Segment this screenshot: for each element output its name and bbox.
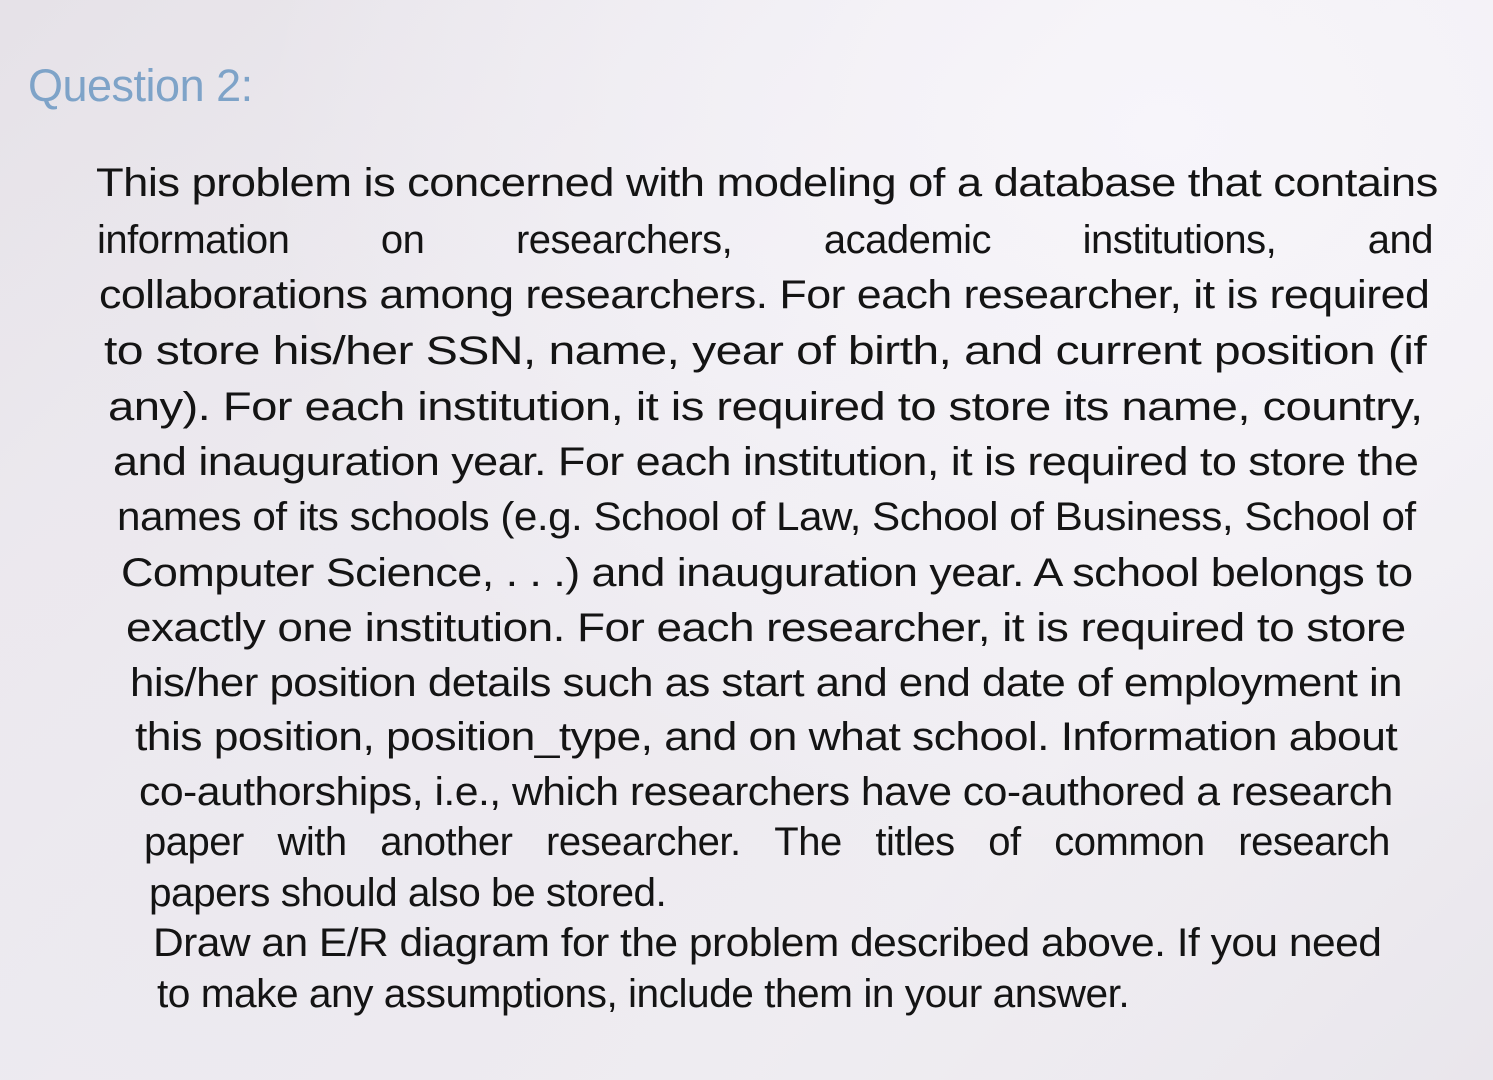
word: researcher. <box>546 820 741 864</box>
word: The <box>774 820 842 864</box>
word: another <box>380 820 513 864</box>
word: institutions, <box>1082 218 1277 262</box>
word: academic <box>823 218 992 262</box>
word: information <box>97 218 290 262</box>
word: titles <box>875 820 955 864</box>
word: of <box>988 820 1021 864</box>
word: researchers, <box>515 218 733 262</box>
problem-line: co-authorships, i.e., which researchers have co-authored a research <box>139 770 1393 814</box>
problem-line: names of its schools (e.g. School of Law, School of Business, School of <box>117 495 1416 539</box>
word: common <box>1054 820 1205 864</box>
problem-line-justified <box>144 817 1390 867</box>
question-title: Question 2: <box>28 60 253 111</box>
problem-line-justified <box>97 215 1433 265</box>
problem-line: this position, position_type, and on what school. Information about <box>135 715 1398 759</box>
problem-line: any). For each institution, it is required to store its name, country, <box>108 385 1423 429</box>
problem-line: papers should also be stored. <box>149 871 667 915</box>
problem-line: exactly one institution. For each researcher, it is required to store <box>126 606 1406 650</box>
problem-line: Computer Science, . . .) and inauguration year. A school belongs to <box>121 551 1413 595</box>
word: research <box>1238 820 1390 864</box>
problem-line: This problem is concerned with modeling of a database that contains <box>96 161 1438 205</box>
problem-line: collaborations among researchers. For each researcher, it is required <box>99 273 1430 317</box>
problem-line: to store his/her SSN, name, year of birth, and current position (if <box>104 329 1427 373</box>
problem-line: his/her position details such as start and end date of employment in <box>130 661 1403 705</box>
problem-line: and inauguration year. For each institution, it is required to store the <box>113 440 1419 484</box>
instruction-line: Draw an E/R diagram for the problem described above. If you need <box>153 921 1382 965</box>
word: on <box>380 218 425 262</box>
word: and <box>1367 218 1433 262</box>
instruction-line: to make any assumptions, include them in your answer. <box>157 972 1130 1016</box>
word: paper <box>144 820 244 864</box>
word: with <box>277 820 347 864</box>
